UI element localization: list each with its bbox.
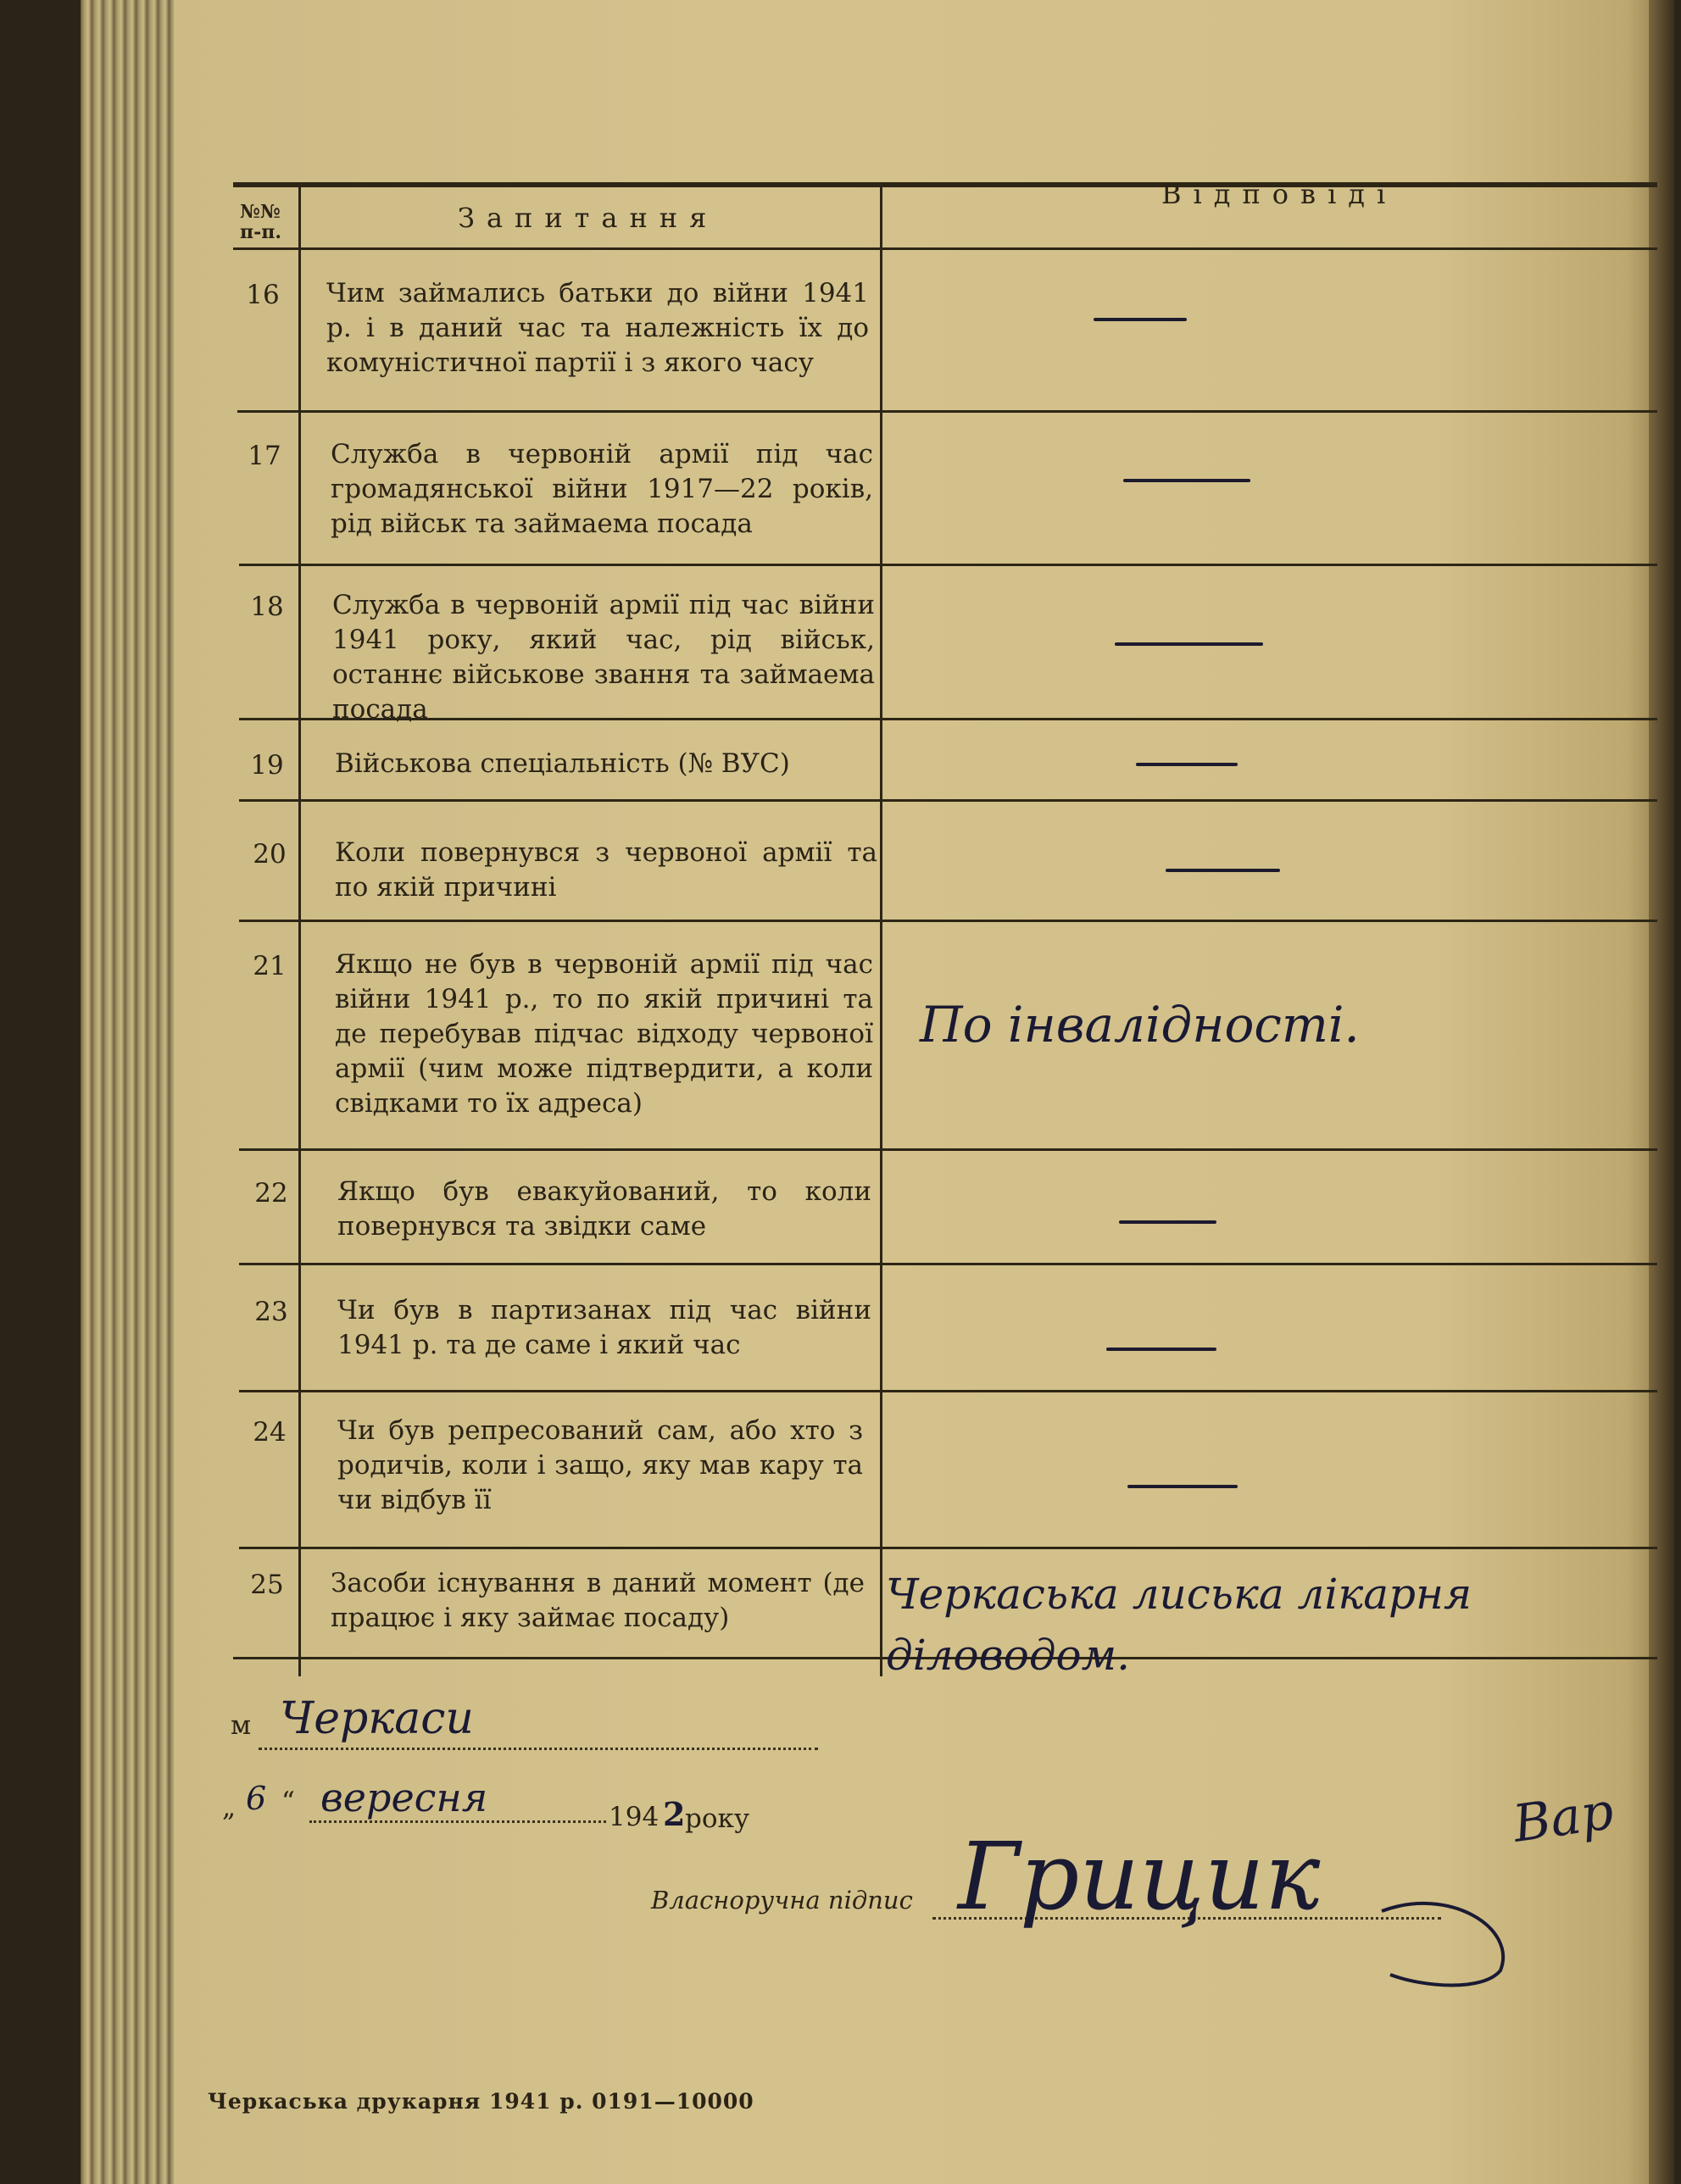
row-23-answer-dash — [1106, 1348, 1216, 1351]
header-bottom-rule — [233, 247, 1657, 250]
printer-imprint: Черкаська друкарня 1941 р. 0191—10000 — [208, 2089, 754, 2114]
row-rule-16 — [237, 410, 1657, 413]
row-19-number: 19 — [250, 750, 284, 781]
signature-flourish — [1373, 1877, 1543, 1996]
signature-label: Власноручна підпис — [651, 1886, 913, 1914]
row-22-answer-dash — [1119, 1220, 1216, 1224]
page-stack-edge — [81, 0, 174, 2184]
date-close-quote: “ — [281, 1787, 295, 1817]
row-23-question: Чи був в партизанах під час війни 1941 р. та де саме і який час — [337, 1295, 871, 1360]
row-rule-24 — [239, 1547, 1657, 1549]
col-divider-2 — [880, 185, 882, 1676]
row-20-question: Коли повернувся з червоної армії та по якій причині — [335, 837, 877, 903]
row-rule-23 — [239, 1390, 1657, 1392]
city-handwritten: Черкаси — [280, 1693, 474, 1744]
row-17-number: 17 — [248, 441, 281, 471]
document-page — [81, 0, 1674, 2184]
row-21-answer-handwritten: По інвалідності. — [920, 996, 1360, 1053]
date-day-handwritten: 6 — [246, 1780, 267, 1817]
row-24-question: Чи був репресований сам, або хто з родичів, коли і защо, яку мав кару та чи відбув її — [337, 1415, 863, 1515]
signature-handwritten: Грицик — [958, 1822, 1321, 1931]
row-18-question: Служба в червоній армії під час війни 1941 року, який час, рід військ, останнє військове звання та займаема посада — [332, 590, 875, 725]
row-25-number: 25 — [250, 1570, 284, 1600]
row-25-question: Засоби існування в даний момент (де працює і яку займає посаду) — [331, 1568, 865, 1633]
date-year-prefix: 194 — [609, 1802, 660, 1832]
corner-mark-handwritten: Вар — [1509, 1781, 1617, 1854]
row-rule-20 — [239, 920, 1657, 922]
row-16-number: 16 — [246, 280, 280, 310]
row-17-question: Служба в червоній армії під час громадянської війни 1917—22 років, рід військ та займаема посада — [331, 439, 873, 539]
date-year-suffix: року — [685, 1803, 750, 1834]
row-rule-21 — [239, 1148, 1657, 1151]
row-rule-17 — [239, 564, 1657, 566]
row-22-number: 22 — [254, 1178, 288, 1209]
row-19-answer-dash — [1136, 763, 1238, 766]
row-rule-22 — [239, 1263, 1657, 1265]
row-23-number: 23 — [254, 1297, 288, 1327]
row-25-answer-handwritten: Черкаська лиська лікарня діловодом. — [886, 1570, 1472, 1680]
table-top-rule — [233, 182, 1657, 187]
date-year-digit-handwritten: 2 — [663, 1795, 686, 1833]
col-divider-1 — [298, 185, 301, 1676]
header-answer-col: Відповіді — [1161, 178, 1398, 210]
book-binding — [1649, 0, 1674, 2184]
date-dotted-line — [309, 1820, 606, 1823]
row-17-answer-dash — [1123, 479, 1250, 482]
row-24-answer-dash — [1127, 1485, 1238, 1488]
row-18-number: 18 — [250, 592, 284, 622]
signature-flourish-stroke — [1382, 1903, 1503, 1986]
row-21-question: Якщо не був в червоній армії під час війни 1941 р., то по якій причині та де перебував підчас відходу червоної армії (чим може підтвердити, а коли свідками то їх адреса) — [335, 949, 873, 1119]
header-question-col: Запитання — [458, 202, 719, 234]
city-prefix: м — [231, 1710, 252, 1741]
date-open-quote: „ — [222, 1792, 237, 1823]
row-19-question: Військова спеціальність (№ ВУС) — [335, 748, 790, 779]
row-rule-19 — [239, 799, 1657, 802]
row-16-question: Чим займались батьки до війни 1941 р. і в даний час та належність їх до комуністичної партії і з якого часу — [326, 278, 869, 378]
date-month-handwritten: вересня — [320, 1775, 488, 1820]
city-dotted-line — [259, 1748, 818, 1750]
row-22-question: Якщо був евакуйований, то коли повернувся та звідки саме — [337, 1176, 871, 1242]
row-20-number: 20 — [253, 839, 287, 870]
row-18-answer-dash — [1115, 642, 1263, 646]
row-21-number: 21 — [253, 951, 287, 981]
row-16-answer-dash — [1094, 318, 1187, 321]
row-20-answer-dash — [1166, 869, 1280, 872]
row-24-number: 24 — [253, 1417, 287, 1448]
header-num-col: №№ п-п. — [240, 201, 281, 243]
